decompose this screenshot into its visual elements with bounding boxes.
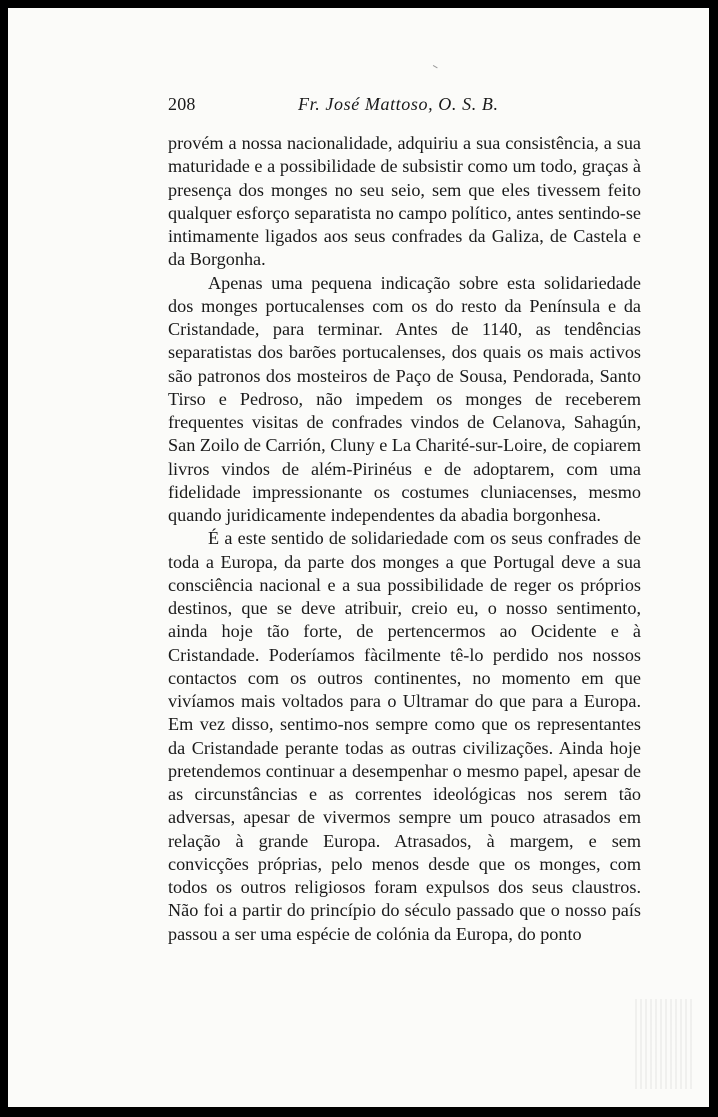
paragraph-3: É a este sentido de solidariedade com os seus confrades de toda a Europa, da parte dos monges a que Portugal deve a sua consciência nacional e a sua possibilidade de reger os próprios destinos, que se deve atribuir, creio eu, o nosso sentimento, ainda hoje tão forte, de pertencermos ao Ocidente e à Cristandade. Poderíamos fàcilmente tê-lo perdido nos nossos contactos com os outros continentes, no momento em que vivíamos mais voltados para o Ultramar do que para a Europa. Em vez disso, sentimo-nos sempre como que os representantes da Cristandade perante todas as outras civilizações. Ainda hoje pretendemos continuar a desempenhar o mesmo papel, apesar de as circunstâncias e as correntes ideológicas nos serem tão adversas, apesar de vivermos sempre um pouco atrasados em relação à grande Europa. Atrasados, à margem, e sem convicções próprias, pelo menos desde que os monges, com todos os outros religiosos foram expulsos dos seus claustros. Não foi a partir do princípio do século passado que o nosso país passou a ser uma espécie de colónia da Europa, do ponto: [168, 528, 641, 944]
book-page: [8, 8, 709, 1107]
paragraph-1: provém a nossa nacionalidade, adquiriu a sua consistência, a sua maturidade e a possibilidade de subsistir como um todo, graças à presença dos monges no seu seio, sem que eles tivessem feito qualquer esforço separatista no campo político, antes sentindo-se intimamente ligados aos seus confrades da Galiza, de Castela e da Borgonha.: [168, 133, 641, 270]
paragraph-2: Apenas uma pequena indicação sobre esta solidariedade dos monges portucalenses com os do resto da Península e da Cristandade, para terminar. Antes de 1140, as tendências separatistas dos barões portucalenses, dos quais os mais activos são patronos dos mosteiros de Paço de Sousa, Pendorada, Santo Tirso e Pedroso, não impedem os monges de receberem frequentes visitas de confrades vindos de Celanova, Sahagún, San Zoilo de Carrión, Cluny e La Charité-sur-Loire, de copiarem livros vindos de além-Pirinéus e de adoptarem, com uma fidelidade impressionante os costumes cluniacenses, mesmo quando juridicamente independentes da abadia borgonhesa.: [168, 272, 641, 525]
page-number: 208: [168, 94, 196, 114]
page-header: [8, 94, 709, 118]
running-head: Fr. José Mattoso, O. S. B.: [298, 94, 499, 114]
library-stamp-watermark: [635, 999, 695, 1089]
body-text: [168, 132, 641, 946]
scan-speck: [431, 65, 437, 71]
